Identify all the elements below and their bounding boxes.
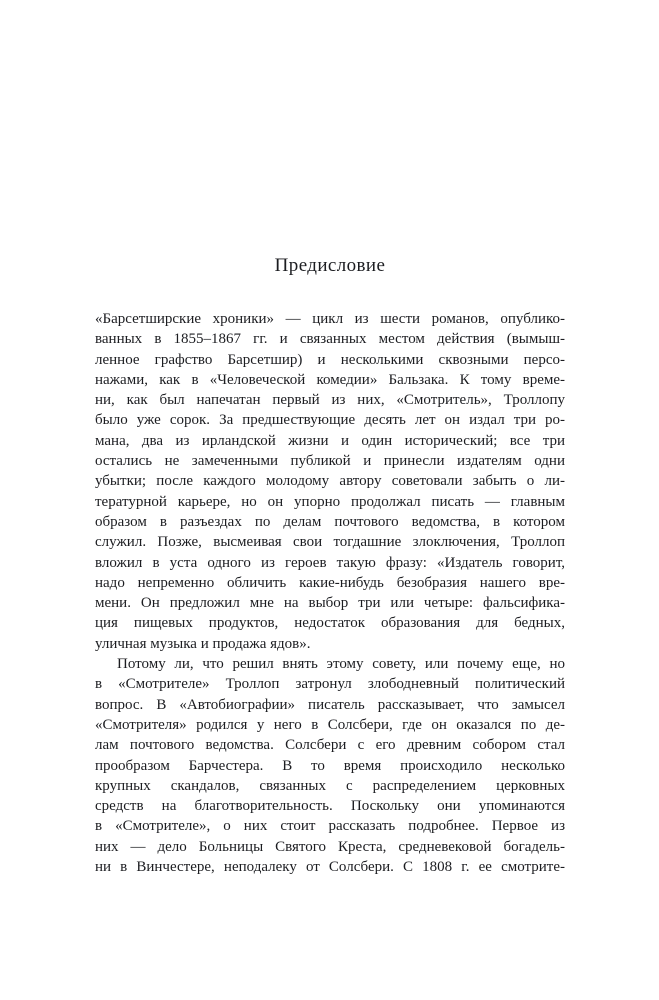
- text-line: нажами, как в «Человеческой комедии» Бальзака. К тому време-: [95, 371, 565, 388]
- text-line: ленное графство Барсетшир) и несколькими сквозными персо-: [95, 351, 565, 368]
- text-line: в «Смотрителе», о них стоит рассказать подробнее. Первое из: [95, 818, 565, 835]
- text-line: тературной карьере, но он упорно продолжал писать — главным: [95, 493, 565, 510]
- text-line: «Смотрителя» родился у него в Солсбери, где он оказался по де-: [95, 716, 565, 733]
- text-line: Потому ли, что решил внять этому совету, или почему еще, но: [117, 656, 565, 673]
- text-line: образом в разъездах по делам почтового ведомства, в котором: [95, 513, 565, 530]
- text-line: лам почтового ведомства. Солсбери с его древним собором стал: [95, 737, 565, 754]
- text-line: ни, как был напечатан первый из них, «Смотритель», Троллопу: [95, 392, 565, 409]
- text-line: средств на благотворительность. Поскольку они упоминаются: [95, 798, 565, 815]
- text-line: них — дело Больницы Святого Креста, средневековой богадель-: [95, 838, 565, 855]
- text-line: вложил в уста одного из героев такую фразу: «Издатель говорит,: [95, 554, 565, 571]
- text-line: мана, два из ирландской жизни и один исторический; все три: [95, 432, 565, 449]
- text-line: «Барсетширские хроники» — цикл из шести романов, опублико-: [95, 311, 565, 327]
- text-line: в «Смотрителе» Троллоп затронул злободневный политический: [95, 676, 565, 693]
- text-line: ция пищевых продуктов, недостаток образования для бедных,: [95, 615, 565, 632]
- text-line: надо непременно обличить какие-нибудь безобразия нашего вре-: [95, 574, 565, 591]
- text-line: уличная музыка и продажа ядов».: [95, 635, 311, 652]
- text-line: ванных в 1855–1867 гг. и связанных местом действия (вымыш-: [95, 331, 565, 348]
- page-title: Предисловие: [274, 255, 386, 276]
- text-line: убытки; после каждого молодому автору советовали забыть о ли-: [95, 473, 565, 490]
- text-line: ни в Винчестере, неподалеку от Солсбери. С 1808 г. ее смотрите-: [95, 859, 565, 876]
- text-line: крупных скандалов, связанных с распределением церковных: [95, 777, 565, 794]
- text-line: мени. Он предложил мне на выбор три или четыре: фальсифика-: [95, 595, 565, 612]
- text-line: было уже сорок. За предшествующие десять лет он издал три ро-: [95, 412, 565, 429]
- text-block: [95, 309, 565, 877]
- text-line: вопрос. В «Автобиографии» писатель рассказывает, что замысел: [95, 696, 565, 713]
- text-line: служил. Позже, высмеивая свои тогдашние злоключения, Троллоп: [95, 534, 565, 551]
- text-line: прообразом Барчестера. В то время происходило несколько: [95, 757, 565, 774]
- text-line: остались не замеченными публикой и принесли издателям одни: [95, 453, 565, 470]
